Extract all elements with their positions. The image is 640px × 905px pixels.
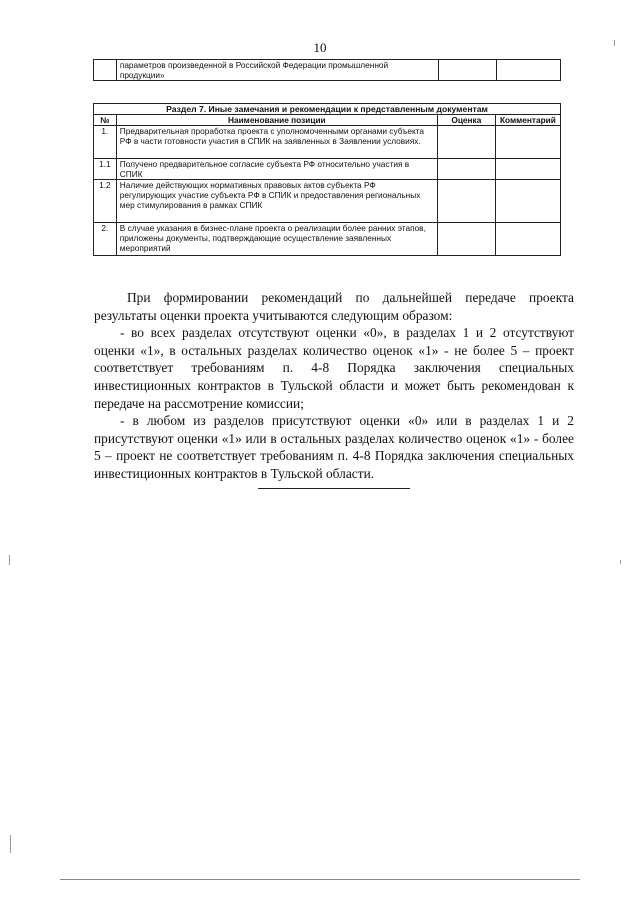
row-number-cell: 1.2 [94,180,117,223]
recommendation-text [94,289,574,483]
row-number-cell [94,60,117,81]
footer-divider [60,879,580,880]
row-text-cell: Наличие действующих нормативных правовых актов субъекта РФ регулирующих участие субъекта РФ в СПИК и предоставления региональных мер стимулирования в рамках СПИК [116,180,437,223]
scan-mark [9,555,10,565]
table-row [94,159,561,180]
row-comment-cell [496,60,560,81]
row-comment-cell [495,159,560,180]
table-row [94,180,561,223]
header-comment: Комментарий [495,115,560,126]
row-text-cell: В случае указания в бизнес-плане проекта о реализации более ранних этапов, приложены документы, подтверждающие осуществление заявленных мероприятий [116,223,437,256]
section-title: Раздел 7. Иные замечания и рекомендации к представленным документам [94,104,561,115]
header-name: Наименование позиции [116,115,437,126]
bullet-paragraph-2: - в любом из разделов присутствуют оценки «0» или в разделах 1 и 2 присутствуют оценки «1» или в остальных разделах количество оценок «1» - более 5 – проект не соответствует требованиям п. 4-8 Порядка заключения специальных инвестиционных контрактов в Тульской области. [94,413,574,481]
row-number-cell: 2. [94,223,117,256]
row-text-cell: Получено предварительное согласие субъекта РФ относительно участия в СПИК [116,159,437,180]
top-table-continuation [93,59,561,81]
intro-paragraph: При формировании рекомендаций по дальнейшей передаче проекта результаты оценки проекта учитываются следующим образом: [94,290,574,323]
table-row [94,126,561,159]
closing-divider [258,488,410,489]
row-score-cell [437,223,495,256]
row-number-cell: 1. [94,126,117,159]
page-number: 10 [313,40,327,55]
row-comment-cell [495,126,560,159]
row-score-cell [437,126,495,159]
table-header-row [94,115,561,126]
row-score-cell [438,60,496,81]
row-comment-cell [495,223,560,256]
row-score-cell [437,180,495,223]
row-number-cell: 1.1 [94,159,117,180]
section-title-row [94,104,561,115]
scan-mark [10,835,11,853]
table-row [94,60,561,81]
bullet-paragraph-1: - во всех разделах отсутствуют оценки «0», в разделах 1 и 2 отсутствуют оценки «1», в остальных разделах количество оценок «1» - не более 5 – проект соответствует требованиям п. 4-8 Порядка заключения специальных инвестиционных контрактов в Тульской области и может быть рекомендован к передаче на рассмотрение комиссии; [94,325,574,411]
row-comment-cell [495,180,560,223]
scan-mark [614,40,615,46]
row-text-cell: параметров произведенной в Российской Федерации промышленной продукции» [116,60,438,81]
row-text-cell: Предварительная проработка проекта с уполномоченными органами субъекта РФ в части готовности участия в СПИК на заявленных в Заявлении условиях. [116,126,437,159]
header-score: Оценка [437,115,495,126]
table-row [94,223,561,256]
scan-mark [620,560,621,564]
header-number: № [94,115,117,126]
row-score-cell [437,159,495,180]
section-7-table [93,103,561,256]
